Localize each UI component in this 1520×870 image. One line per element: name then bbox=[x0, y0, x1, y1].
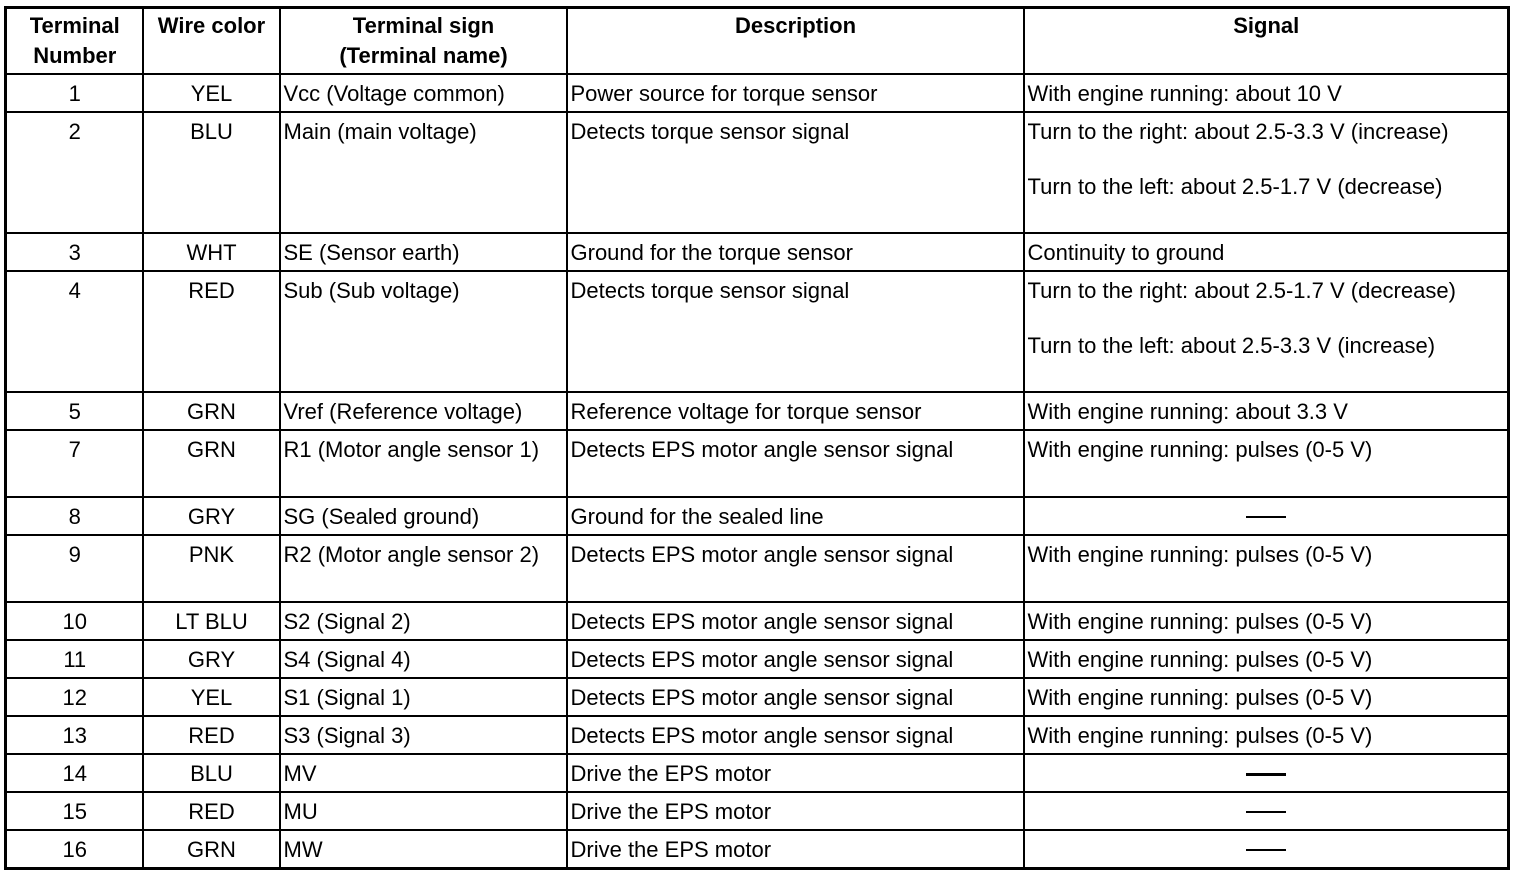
table-row bbox=[6, 497, 1509, 535]
signal-line: With engine running: pulses (0-5 V) bbox=[1027, 608, 1373, 634]
cell-terminal-number: 14 bbox=[6, 754, 143, 792]
cell-wire-color: YEL bbox=[143, 678, 280, 716]
cell-wire-color: LT BLU bbox=[143, 602, 280, 640]
cell-terminal-sign: Vcc (Voltage common) bbox=[280, 74, 567, 112]
cell-terminal-sign: MW bbox=[280, 830, 567, 869]
cell-wire-color: GRY bbox=[143, 497, 280, 535]
signal-line: Continuity to ground bbox=[1027, 239, 1225, 265]
cell-signal bbox=[1024, 535, 1509, 602]
cell-signal bbox=[1024, 830, 1509, 869]
cell-signal bbox=[1024, 233, 1509, 271]
cell-wire-color: BLU bbox=[143, 112, 280, 233]
signal-line: With engine running: about 3.3 V bbox=[1027, 398, 1348, 424]
cell-terminal-sign: S2 (Signal 2) bbox=[280, 602, 567, 640]
cell-wire-color: GRN bbox=[143, 430, 280, 497]
cell-wire-color: GRN bbox=[143, 392, 280, 430]
cell-terminal-number: 13 bbox=[6, 716, 143, 754]
cell-wire-color: GRN bbox=[143, 830, 280, 869]
cell-terminal-number: 4 bbox=[6, 271, 143, 392]
cell-description: Ground for the torque sensor bbox=[567, 233, 1024, 271]
table-row bbox=[6, 830, 1509, 869]
cell-terminal-number: 15 bbox=[6, 792, 143, 830]
table-row bbox=[6, 74, 1509, 112]
signal-line: With engine running: about 10 V bbox=[1027, 80, 1342, 106]
cell-description: Detects EPS motor angle sensor signal bbox=[567, 602, 1024, 640]
signal-line: Turn to the right: about 2.5-1.7 V (decrease) bbox=[1027, 277, 1456, 303]
cell-terminal-number: 2 bbox=[6, 112, 143, 233]
cell-terminal-number: 10 bbox=[6, 602, 143, 640]
table-row bbox=[6, 392, 1509, 430]
cell-description: Detects EPS motor angle sensor signal bbox=[567, 535, 1024, 602]
cell-signal bbox=[1024, 74, 1509, 112]
cell-signal bbox=[1024, 678, 1509, 716]
header-row bbox=[6, 8, 1509, 74]
no-signal-dash bbox=[1246, 849, 1286, 851]
cell-terminal-sign: Vref (Reference voltage) bbox=[280, 392, 567, 430]
cell-terminal-sign: Main (main voltage) bbox=[280, 112, 567, 233]
cell-signal bbox=[1024, 640, 1509, 678]
cell-signal bbox=[1024, 602, 1509, 640]
cell-description: Detects torque sensor signal bbox=[567, 112, 1024, 233]
table-row bbox=[6, 112, 1509, 233]
table-row bbox=[6, 716, 1509, 754]
cell-signal bbox=[1024, 497, 1509, 535]
table-row bbox=[6, 792, 1509, 830]
no-signal-dash bbox=[1246, 811, 1286, 813]
cell-wire-color: GRY bbox=[143, 640, 280, 678]
table-row bbox=[6, 271, 1509, 392]
cell-signal bbox=[1024, 430, 1509, 497]
cell-wire-color: PNK bbox=[143, 535, 280, 602]
table-row bbox=[6, 233, 1509, 271]
cell-terminal-number: 3 bbox=[6, 233, 143, 271]
header-wire-color: Wire color bbox=[143, 8, 280, 74]
no-signal-dash bbox=[1246, 516, 1286, 518]
table-body bbox=[6, 74, 1509, 869]
header-terminal-number: Terminal Number bbox=[6, 8, 143, 74]
cell-terminal-number: 11 bbox=[6, 640, 143, 678]
cell-terminal-sign: S3 (Signal 3) bbox=[280, 716, 567, 754]
header-description: Description bbox=[567, 8, 1024, 74]
cell-terminal-sign: Sub (Sub voltage) bbox=[280, 271, 567, 392]
cell-terminal-sign: R2 (Motor angle sensor 2) bbox=[280, 535, 567, 602]
cell-signal bbox=[1024, 754, 1509, 792]
cell-wire-color: RED bbox=[143, 716, 280, 754]
cell-signal bbox=[1024, 392, 1509, 430]
cell-description: Power source for torque sensor bbox=[567, 74, 1024, 112]
cell-description: Drive the EPS motor bbox=[567, 830, 1024, 869]
cell-signal bbox=[1024, 112, 1509, 233]
cell-terminal-sign: SE (Sensor earth) bbox=[280, 233, 567, 271]
cell-signal bbox=[1024, 716, 1509, 754]
cell-wire-color: RED bbox=[143, 792, 280, 830]
signal-line: Turn to the left: about 2.5-1.7 V (decrease) bbox=[1027, 173, 1443, 199]
signal-line: With engine running: pulses (0-5 V) bbox=[1027, 646, 1373, 672]
cell-wire-color: BLU bbox=[143, 754, 280, 792]
cell-terminal-sign: MU bbox=[280, 792, 567, 830]
cell-terminal-number: 8 bbox=[6, 497, 143, 535]
header-terminal-sign: Terminal sign (Terminal name) bbox=[280, 8, 567, 74]
cell-description: Detects EPS motor angle sensor signal bbox=[567, 716, 1024, 754]
table-row bbox=[6, 430, 1509, 497]
cell-description: Detects EPS motor angle sensor signal bbox=[567, 430, 1024, 497]
cell-description: Reference voltage for torque sensor bbox=[567, 392, 1024, 430]
table-row bbox=[6, 754, 1509, 792]
cell-description: Drive the EPS motor bbox=[567, 792, 1024, 830]
cell-terminal-number: 5 bbox=[6, 392, 143, 430]
terminal-table bbox=[4, 6, 1510, 870]
table-row bbox=[6, 535, 1509, 602]
cell-terminal-sign: R1 (Motor angle sensor 1) bbox=[280, 430, 567, 497]
cell-description: Detects EPS motor angle sensor signal bbox=[567, 678, 1024, 716]
cell-terminal-sign: S4 (Signal 4) bbox=[280, 640, 567, 678]
table-row bbox=[6, 678, 1509, 716]
cell-terminal-sign: MV bbox=[280, 754, 567, 792]
table-row bbox=[6, 602, 1509, 640]
cell-terminal-sign: S1 (Signal 1) bbox=[280, 678, 567, 716]
cell-terminal-number: 12 bbox=[6, 678, 143, 716]
signal-line: With engine running: pulses (0-5 V) bbox=[1027, 684, 1373, 710]
signal-line: Turn to the left: about 2.5-3.3 V (increase) bbox=[1027, 332, 1436, 358]
signal-line: With engine running: pulses (0-5 V) bbox=[1027, 436, 1373, 462]
cell-description: Detects EPS motor angle sensor signal bbox=[567, 640, 1024, 678]
cell-terminal-number: 1 bbox=[6, 74, 143, 112]
table-header bbox=[6, 8, 1509, 74]
cell-signal bbox=[1024, 792, 1509, 830]
cell-terminal-sign: SG (Sealed ground) bbox=[280, 497, 567, 535]
cell-signal bbox=[1024, 271, 1509, 392]
cell-description: Drive the EPS motor bbox=[567, 754, 1024, 792]
signal-line: With engine running: pulses (0-5 V) bbox=[1027, 722, 1373, 748]
signal-line: With engine running: pulses (0-5 V) bbox=[1027, 541, 1373, 567]
cell-terminal-number: 16 bbox=[6, 830, 143, 869]
header-signal: Signal bbox=[1024, 8, 1509, 74]
cell-description: Ground for the sealed line bbox=[567, 497, 1024, 535]
cell-terminal-number: 9 bbox=[6, 535, 143, 602]
no-signal-dash bbox=[1246, 773, 1286, 776]
cell-wire-color: YEL bbox=[143, 74, 280, 112]
cell-terminal-number: 7 bbox=[6, 430, 143, 497]
cell-wire-color: RED bbox=[143, 271, 280, 392]
cell-wire-color: WHT bbox=[143, 233, 280, 271]
cell-description: Detects torque sensor signal bbox=[567, 271, 1024, 392]
signal-line: Turn to the right: about 2.5-3.3 V (increase) bbox=[1027, 118, 1449, 144]
table-row bbox=[6, 640, 1509, 678]
